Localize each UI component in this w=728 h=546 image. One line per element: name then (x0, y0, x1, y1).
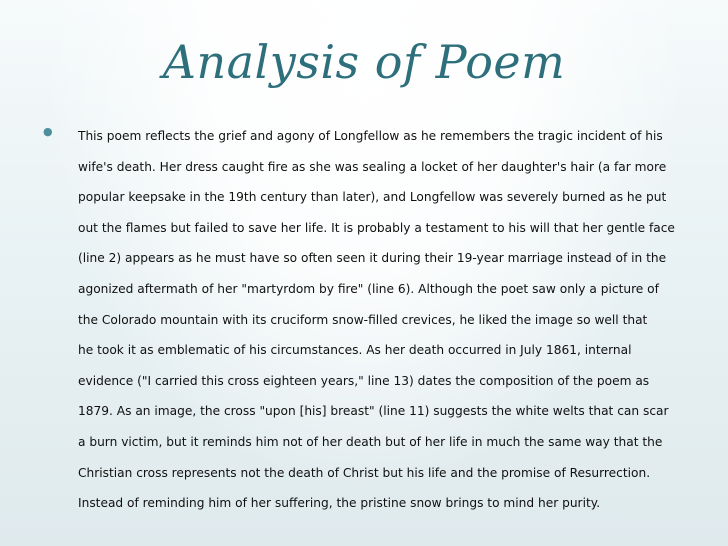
paragraph-line: wife's death. Her dress caught fire as she was sealing a locket of her daughter's hair (a far more (78, 159, 667, 174)
paragraph-line: 1879. As an image, the cross "upon [his] breast" (line 11) suggests the white welts that can scar (78, 404, 669, 419)
paragraph-line: This poem reflects the grief and agony of Longfellow as he remembers the tragic incident of his (78, 129, 663, 143)
paragraph-line: Christian cross represents not the death of Christ but his life and the promise of Resurrection. (78, 465, 651, 480)
bullet-icon: ● (43, 125, 53, 138)
paragraph-line: agonized aftermath of her "martyrdom by fire" (line 6). Although the poet saw only a picture of (78, 281, 659, 296)
analysis-paragraph (78, 121, 694, 519)
paragraph-line: popular keepsake in the 19th century than later), and Longfellow was severely burned as he put (78, 190, 667, 205)
paragraph-line: he took it as emblematic of his circumstances. As her death occurred in July 1861, internal (78, 343, 632, 358)
paragraph-line: (line 2) appears as he must have so often seen it during their 19-year marriage instead of in the (78, 251, 667, 266)
paragraph-line: out the flames but failed to save her life. It is probably a testament to his will that her gentle face (78, 220, 675, 235)
paragraph-line: evidence ("I carried this cross eighteen years," line 13) dates the composition of the poem as (78, 373, 650, 388)
paragraph-line: a burn victim, but it reminds him not of her death but of her life in much the same way that the (78, 434, 663, 449)
paragraph-line: the Colorado mountain with its cruciform snow-filled crevices, he liked the image so well that (78, 312, 648, 327)
paragraph-line: Instead of reminding him of her suffering, the pristine snow brings to mind her purity. (78, 496, 601, 511)
slide-title: Analysis of Poem (162, 35, 566, 89)
